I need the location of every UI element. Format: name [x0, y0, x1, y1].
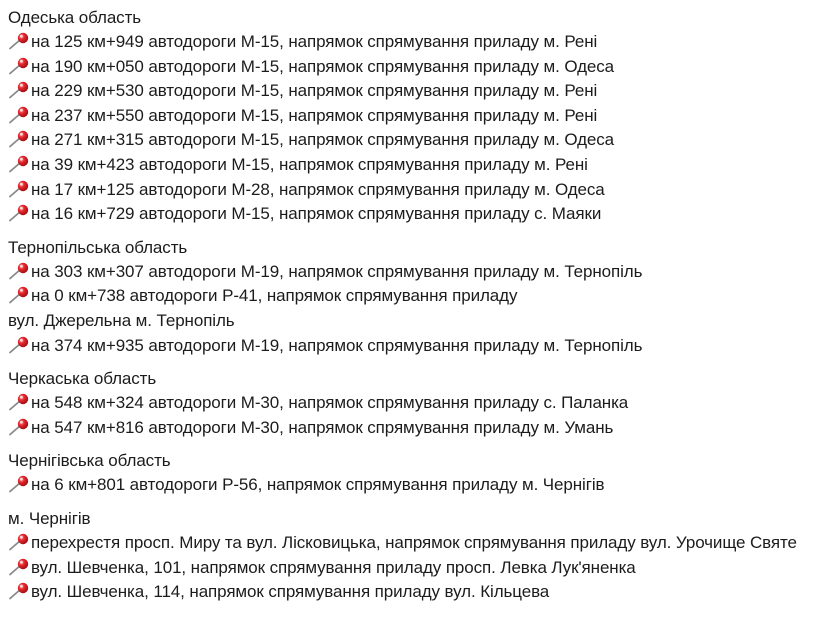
round-pushpin-icon [8, 475, 30, 493]
round-pushpin-icon [8, 81, 30, 99]
item-text: на 237 км+550 автодороги М-15, напрямок спрямування приладу м. Рені [31, 105, 598, 125]
item-text: на 548 км+324 автодороги М-30, напрямок спрямування приладу с. Паланка [31, 393, 629, 413]
round-pushpin-icon [8, 533, 30, 551]
list-item [8, 334, 825, 359]
round-pushpin-icon [8, 418, 30, 436]
item-text: на 303 км+307 автодороги М-19, напрямок спрямування приладу м. Тернопіль [31, 261, 643, 281]
region-title: м. Чернігів [8, 508, 91, 528]
region-title: Чернігівська область [8, 451, 171, 471]
region-title: Тернопільська область [8, 237, 188, 257]
list-item [8, 580, 825, 605]
item-text: на 16 км+729 автодороги М-15, напрямок спрямування приладу с. Маяки [31, 204, 602, 224]
region-title: Одеська область [8, 8, 142, 27]
list-item [8, 178, 825, 203]
round-pushpin-icon [8, 155, 30, 173]
region-ternopil [8, 236, 825, 358]
round-pushpin-icon [8, 286, 30, 304]
list-item [8, 104, 825, 129]
list-item [8, 556, 825, 581]
round-pushpin-icon [8, 262, 30, 280]
item-text: на 190 км+050 автодороги М-15, напрямок спрямування приладу м. Одеса [31, 56, 615, 76]
round-pushpin-icon [8, 582, 30, 600]
list-item [8, 202, 825, 227]
item-text: перехрестя просп. Миру та вул. Лісковицька, напрямок спрямування приладу вул. Урочище Святе [31, 532, 797, 552]
list-item [8, 55, 825, 80]
item-text: на 374 км+935 автодороги М-19, напрямок спрямування приладу м. Тернопіль [31, 335, 643, 355]
round-pushpin-icon [8, 336, 30, 354]
list-item [8, 128, 825, 153]
item-text: вул. Шевченка, 101, напрямок спрямування приладу просп. Левка Лук'яненка [31, 557, 636, 577]
list-item [8, 416, 825, 441]
round-pushpin-icon [8, 180, 30, 198]
item-text: на 271 км+315 автодороги М-15, напрямок спрямування приладу м. Одеса [31, 130, 615, 150]
item-text: на 0 км+738 автодороги Р-41, напрямок спрямування приладу [31, 286, 518, 306]
item-text: вул. Джерельна м. Тернопіль [8, 310, 235, 330]
item-text: на 547 км+816 автодороги М-30, напрямок спрямування приладу м. Умань [31, 417, 614, 437]
list-item [8, 30, 825, 55]
region-cherkasy [8, 367, 825, 440]
item-text: на 39 км+423 автодороги М-15, напрямок спрямування приладу м. Рені [31, 154, 588, 174]
list-item [8, 79, 825, 104]
round-pushpin-icon [8, 32, 30, 50]
list-item [8, 473, 825, 498]
list-item [8, 284, 825, 309]
list-item [8, 153, 825, 178]
region-title: Черкаська область [8, 369, 157, 389]
region-odesa [8, 6, 825, 227]
item-text: на 229 км+530 автодороги М-15, напрямок спрямування приладу м. Рені [31, 81, 598, 101]
region-chernihiv-oblast [8, 449, 825, 498]
item-text: на 125 км+949 автодороги М-15, напрямок спрямування приладу м. Рені [31, 32, 598, 51]
round-pushpin-icon [8, 204, 30, 222]
list-item [8, 531, 823, 556]
list-item [8, 260, 825, 285]
region-chernihiv-city [8, 507, 825, 605]
round-pushpin-icon [8, 130, 30, 148]
item-text: на 6 км+801 автодороги Р-56, напрямок спрямування приладу м. Чернігів [31, 475, 605, 495]
item-text: вул. Шевченка, 114, напрямок спрямування приладу вул. Кільцева [31, 582, 550, 602]
list-item-continuation [8, 309, 825, 334]
list-item [8, 391, 825, 416]
round-pushpin-icon [8, 558, 30, 576]
round-pushpin-icon [8, 393, 30, 411]
round-pushpin-icon [8, 57, 30, 75]
round-pushpin-icon [8, 106, 30, 124]
item-text: на 17 км+125 автодороги М-28, напрямок спрямування приладу м. Одеса [31, 179, 605, 199]
